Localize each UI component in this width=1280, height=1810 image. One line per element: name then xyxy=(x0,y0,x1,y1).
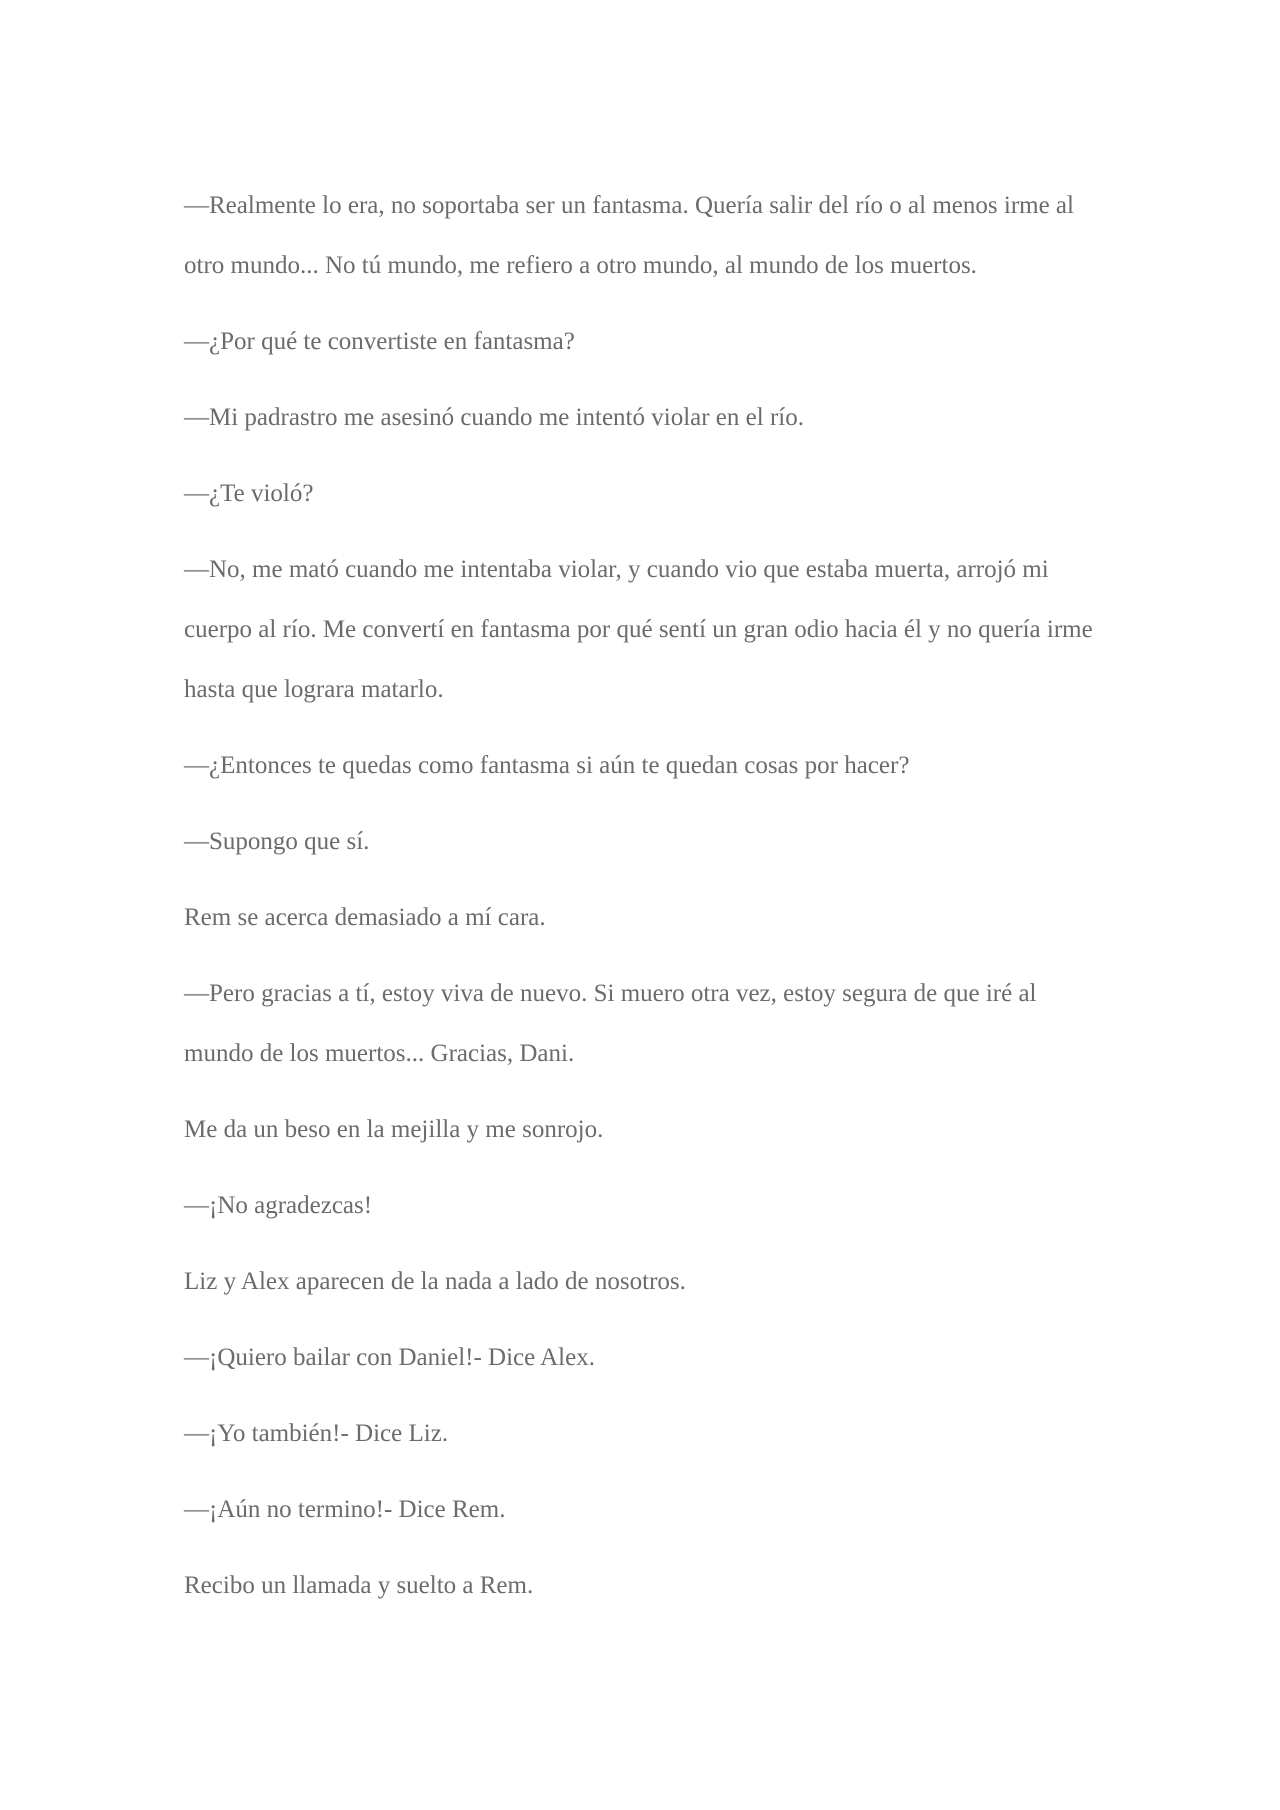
paragraph: —Realmente lo era, no soportaba ser un fantasma. Quería salir del río o al menos irme al otro mundo... No tú mundo, me refiero a otro mundo, al mundo de los muertos. xyxy=(184,192,1074,279)
paragraph: —¡No agradezcas! xyxy=(184,1192,373,1219)
paragraph: —Pero gracias a tí, estoy viva de nuevo. Si muero otra vez, estoy segura de que iré al mundo de los muertos... Gracias, Dani. xyxy=(184,980,1037,1067)
paragraph: Recibo un llamada y suelto a Rem. xyxy=(184,1572,534,1599)
paragraph: Liz y Alex aparecen de la nada a lado de nosotros. xyxy=(184,1268,686,1295)
paragraph: —¿Te violó? xyxy=(184,480,314,507)
paragraph: —¡Yo también!- Dice Liz. xyxy=(184,1420,449,1447)
paragraph: —¿Entonces te quedas como fantasma si aún te quedan cosas por hacer? xyxy=(184,752,910,779)
paragraph: —Mi padrastro me asesinó cuando me intentó violar en el río. xyxy=(184,404,804,431)
paragraph: —Supongo que sí. xyxy=(184,828,370,855)
paragraph: Me da un beso en la mejilla y me sonrojo. xyxy=(184,1116,604,1143)
paragraph: —No, me mató cuando me intentaba violar, y cuando vio que estaba muerta, arrojó mi cuerpo al río. Me convertí en fantasma por qué sentí un gran odio hacia él y no quería irme hasta que lograra matarlo. xyxy=(184,556,1093,703)
paragraph: Rem se acerca demasiado a mí cara. xyxy=(184,904,546,931)
paragraph: —¿Por qué te convertiste en fantasma? xyxy=(184,328,575,355)
paragraph: —¡Quiero bailar con Daniel!- Dice Alex. xyxy=(184,1344,595,1371)
paragraph: —¡Aún no termino!- Dice Rem. xyxy=(184,1496,506,1523)
story-text xyxy=(184,176,1104,1632)
